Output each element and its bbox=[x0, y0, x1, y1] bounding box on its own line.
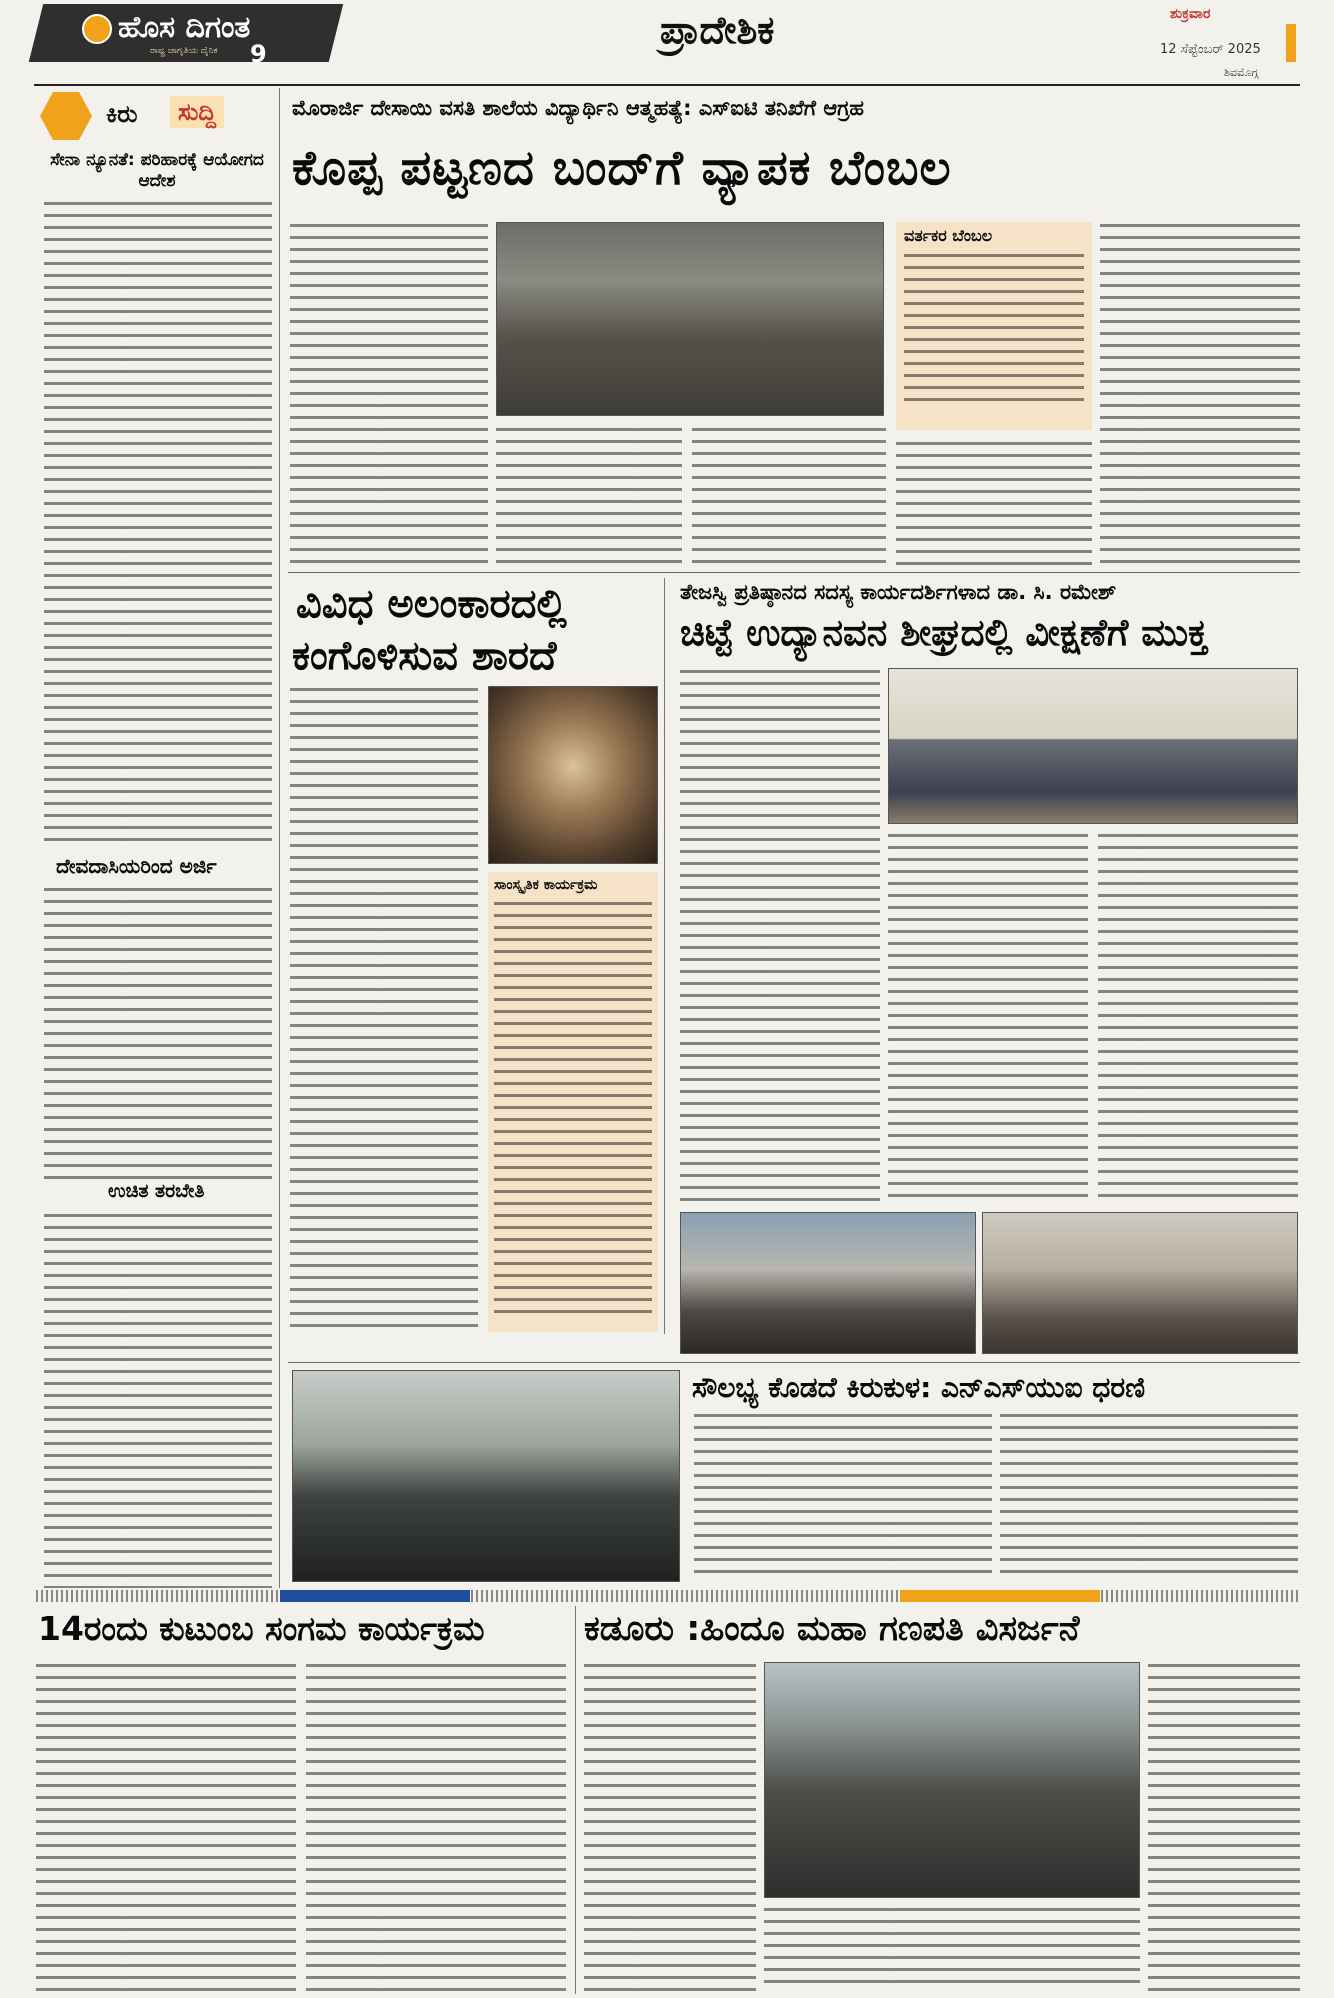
cultural-program-title: ಸಾಂಸ್ಕೃತಿಕ ಕಾರ್ಯಕ್ರಮ bbox=[494, 877, 598, 893]
sharada-idol-photo bbox=[488, 686, 658, 864]
family-headline: 14ರಂದು ಕುಟುಂಬ ಸಂಗಮ ಕಾರ್ಯಕ್ರಮ bbox=[38, 1609, 485, 1648]
corner-accent bbox=[1286, 24, 1296, 62]
chitte-col3 bbox=[1098, 830, 1298, 1206]
traders-support-body bbox=[904, 250, 1084, 410]
middle-rule bbox=[288, 1362, 1300, 1363]
cultural-program-body bbox=[494, 898, 652, 1318]
family-col2 bbox=[306, 1660, 566, 1992]
masthead bbox=[0, 0, 1334, 84]
kiru-story1-body bbox=[44, 198, 272, 850]
ganapati-headline: ಕಡೂರು :ಹಿಂದೂ ಮಹಾ ಗಣಪತಿ ವಿಸರ್ಜನೆ bbox=[584, 1609, 1080, 1649]
top-story-col2 bbox=[496, 424, 682, 568]
section-title: ಪ್ರಾದೇಶಿಕ bbox=[660, 8, 775, 52]
sharada-col1 bbox=[290, 684, 478, 1332]
kiru-suddi-label bbox=[36, 88, 276, 146]
chitte-col1 bbox=[680, 666, 880, 1206]
chitte-group-photo bbox=[680, 1212, 976, 1354]
top-story-headline: ಕೊಪ್ಪ ಪಟ್ಟಣದ ಬಂದ್‌ಗೆ ವ್ಯಾಪಕ ಬೆಂಬಲ bbox=[292, 140, 952, 196]
top-story-kicker: ಮೊರಾರ್ಜಿ ದೇಸಾಯಿ ವಸತಿ ಶಾಲೆಯ ವಿದ್ಯಾರ್ಥಿನಿ ಆತ್ಮಹತ್ಯೆ: ಎಸ್‌ಐಟಿ ತನಿಖೆಗೆ ಆಗ್ರಹ bbox=[292, 96, 864, 120]
cultural-program-box bbox=[488, 872, 658, 1332]
logo-text: ಹೊಸ ದಿಗಂತ bbox=[118, 10, 251, 45]
chitte-col2 bbox=[888, 830, 1088, 1206]
chitte-seminar-photo bbox=[982, 1212, 1298, 1354]
top-story-col1 bbox=[290, 220, 488, 568]
page-number: 9 bbox=[250, 40, 267, 68]
nsui-col1 bbox=[694, 1410, 992, 1582]
kiru-story2-body bbox=[44, 884, 272, 1180]
pointing-hand-icon bbox=[40, 92, 92, 140]
logo-tagline: ರಾಷ್ಟ್ರ ಜಾಗೃತಿಯ ದೈನಿಕ bbox=[150, 46, 218, 56]
nsui-col2 bbox=[1000, 1410, 1298, 1582]
ganapati-col3 bbox=[1148, 1660, 1300, 1992]
bandh-protest-photo bbox=[496, 222, 884, 416]
top-story-col4 bbox=[896, 438, 1092, 568]
sharada-headline-line1: ವಿವಿಧ ಅಲಂಕಾರದಲ್ಲಿ bbox=[296, 581, 567, 627]
nsui-headline: ಸೌಲಭ್ಯ ಕೊಡದೆ ಕಿರುಕುಳ: ಎನ್‌ಎಸ್‌ಯುಐ ಧರಣಿ bbox=[692, 1371, 1146, 1404]
nsui-protest-photo bbox=[292, 1370, 680, 1582]
issue-day: ಶುಕ್ರವಾರ bbox=[1170, 6, 1211, 22]
top-story-col5 bbox=[1100, 220, 1300, 568]
kiru-story3-headline: ಉಚಿತ ತರಬೇತಿ bbox=[108, 1180, 205, 1202]
kiru-story2-headline: ದೇವದಾಸಿಯರಿಂದ ಅರ್ಜಿ bbox=[56, 854, 217, 878]
section-bar bbox=[36, 1590, 1300, 1602]
traders-support-title: ವರ್ತಕರ ಬೆಂಬಲ bbox=[904, 226, 993, 245]
logo-badge-icon bbox=[82, 14, 112, 44]
traders-support-box bbox=[896, 222, 1092, 430]
bottom-divider bbox=[575, 1606, 576, 1994]
kiru-story1-headline: ಸೇನಾ ನ್ಯೂನತೆ: ಪರಿಹಾರಕ್ಕೆ ಆಯೋಗದ ಆದೇಶ bbox=[50, 150, 264, 192]
top-story-rule bbox=[288, 572, 1300, 573]
chitte-kicker: ತೇಜಸ್ವಿ ಪ್ರತಿಷ್ಠಾನದ ಸದಸ್ಯ ಕಾರ್ಯದರ್ಶಿಗಳಾದ ಡಾ. ಸಿ. ರಮೇಶ್ bbox=[680, 580, 1117, 604]
issue-city: ಶಿವಮೊಗ್ಗ bbox=[1224, 66, 1259, 79]
ganapati-col2 bbox=[764, 1904, 1140, 1992]
masthead-rule bbox=[34, 84, 1300, 86]
family-col1 bbox=[36, 1660, 296, 1992]
chitte-headline: ಚಿಟ್ಟೆ ಉದ್ಯಾನವನ ಶೀಘ್ರದಲ್ಲಿ ವೀಕ್ಷಣೆಗೆ ಮುಕ್ತ bbox=[680, 611, 1208, 654]
left-column-divider bbox=[279, 88, 280, 1588]
issue-date: 12 ಸೆಪ್ಟೆಂಬರ್ 2025 bbox=[1160, 42, 1261, 57]
sharada-headline-line2: ಕಂಗೊಳಿಸುವ ಶಾರದೆ bbox=[292, 633, 557, 679]
section-bar-blue bbox=[280, 1590, 470, 1602]
ganapati-col1 bbox=[584, 1660, 756, 1992]
kiru-label-prefix: ಕಿರು bbox=[106, 100, 138, 128]
kiru-label-suffix: ಸುದ್ದಿ bbox=[170, 96, 224, 128]
ganapati-procession-photo bbox=[764, 1662, 1140, 1898]
sharada-chitte-divider bbox=[664, 578, 665, 1334]
top-story-col3 bbox=[692, 424, 886, 568]
section-bar-orange bbox=[900, 1590, 1100, 1602]
chitte-meeting-photo bbox=[888, 668, 1298, 824]
kiru-story3-body bbox=[44, 1210, 272, 1588]
